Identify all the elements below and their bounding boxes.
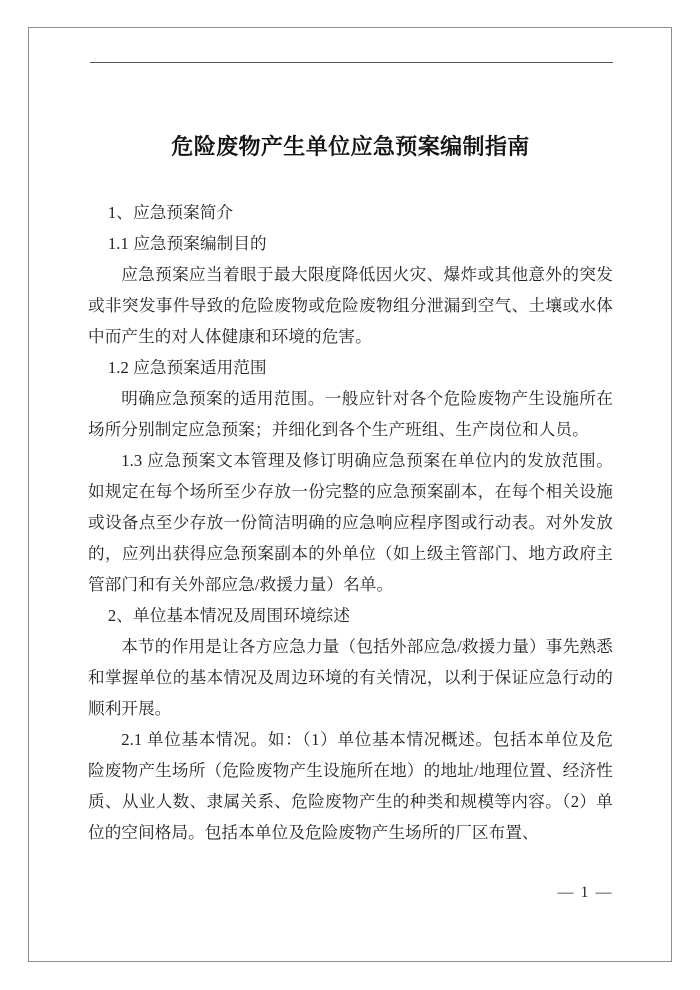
document-body [88,197,613,848]
paragraph-2-1-body: 2.1 单位基本情况。如：（1）单位基本情况概述。包括本单位及危险废物产生场所（危险废物产生设施所在地）的地址/地理位置、经济性质、从业人数、隶属关系、危险废物产生的种类和规模等内容。（2）单位的空间格局。包括本单位及危险废物产生场所的厂区布置、 [88,729,613,842]
paragraph-1-3-body: 1.3 应急预案文本管理及修订明确应急预案在单位内的发放范围。如规定在每个场所至少存放一份完整的应急预案副本，在每个相关设施或设备点至少存放一份简洁明确的应急响应程序图或行动表。对外发放的，应列出获得应急预案副本的外单位（如上级主管部门、地方政府主管部门和有关外部应急/救援力量）名单。 [88,450,613,594]
section-subheading-1-2: 1.2 应急预案适用范围 [107,357,267,377]
paragraph-2-intro: 本节的作用是让各方应急力量（包括外部应急/救援力量）事先熟悉和掌握单位的基本情况及周边环境的有关情况，以利于保证应急行动的顺利开展。 [88,636,613,718]
paragraph-1-1-body: 应急预案应当着眼于最大限度降低因火灾、爆炸或其他意外的突发或非突发事件导致的危险废物或危险废物组分泄漏到空气、土壤或水体中而产生的对人体健康和环境的危害。 [88,264,613,346]
header-rule [90,62,613,63]
paragraph-1-2-body: 明确应急预案的适用范围。一般应针对各个危险废物产生设施所在场所分别制定应急预案；并细化到各个生产班组、生产岗位和人员。 [88,388,613,439]
page-title: 危险废物产生单位应急预案编制指南 [171,135,530,160]
section-subheading-1-1: 1.1 应急预案编制目的 [107,233,267,253]
section-heading-2: 2、单位基本情况及周围环境综述 [107,605,351,625]
section-heading-1: 1、应急预案简介 [107,202,234,222]
document-content [88,84,613,848]
page-number: — 1 — [557,884,613,901]
